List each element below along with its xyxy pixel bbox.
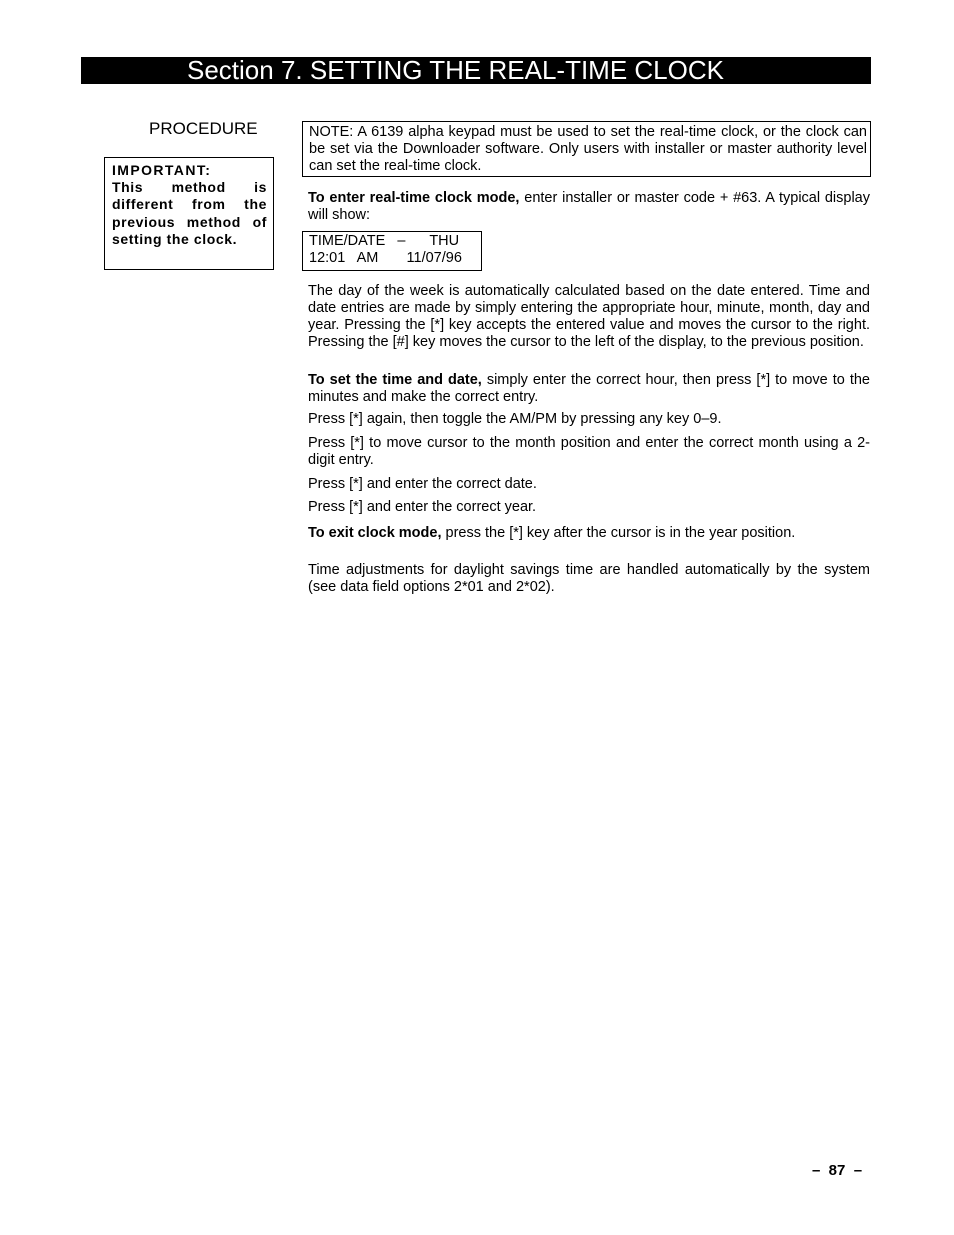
- press-ampm-paragraph: Press [*] again, then toggle the AM/PM by pressing any key 0–9.: [308, 411, 722, 427]
- page-number: – 87 –: [812, 1162, 863, 1179]
- note-box: NOTE: A 6139 alpha keypad must be used to set the real-time clock, or the clock can be set via the Downloader software. Only users with installer or master authority level can set the real-time clock.: [302, 121, 871, 177]
- press-year-paragraph: Press [*] and enter the correct year.: [308, 499, 537, 515]
- display-line-1: TIME/DATE – THU: [309, 233, 460, 249]
- day-of-week-paragraph: The day of the week is automatically calculated based on the date entered. Time and date entries are made by simply entering the appropriate hour, minute, month, day and year. Pressing the [*] key accepts the entered value and moves the cursor to the right. Pressing the [#] key moves the cursor to the left of the display, to the previous position.: [308, 283, 870, 350]
- set-time-date-lead: To set the time and date,: [308, 372, 482, 388]
- exit-clock-mode-text: press the [*] key after the cursor is in the year position.: [441, 525, 796, 541]
- section-title: Section 7. SETTING THE REAL-TIME CLOCK: [81, 57, 871, 84]
- important-text: This method is different from the previous method of setting the clock.: [112, 179, 267, 247]
- important-callout: [104, 157, 274, 270]
- important-label: IMPORTANT:: [112, 162, 212, 178]
- set-time-date-paragraph: [308, 372, 870, 406]
- enter-clock-mode-text: enter installer or master code + #63. A typical display will show:: [308, 190, 870, 223]
- procedure-heading: PROCEDURE: [149, 119, 258, 138]
- keypad-display: [302, 231, 482, 271]
- enter-clock-mode-paragraph: [308, 190, 870, 224]
- daylight-savings-paragraph: Time adjustments for daylight savings time are handled automatically by the system (see data field options 2*01 and 2*02).: [308, 562, 870, 595]
- set-time-date-text: simply enter the correct hour, then press [*] to move to the minutes and make the correct entry.: [308, 372, 870, 405]
- exit-clock-mode-paragraph: [308, 525, 870, 542]
- display-line-2: 12:01 AM 11/07/96: [309, 250, 462, 266]
- exit-clock-mode-lead: To exit clock mode,: [308, 525, 442, 541]
- enter-clock-mode-lead: To enter real-time clock mode,: [308, 190, 520, 206]
- press-month-paragraph: Press [*] to move cursor to the month position and enter the correct month using a 2-digit entry.: [308, 435, 870, 468]
- press-date-paragraph: Press [*] and enter the correct date.: [308, 476, 537, 492]
